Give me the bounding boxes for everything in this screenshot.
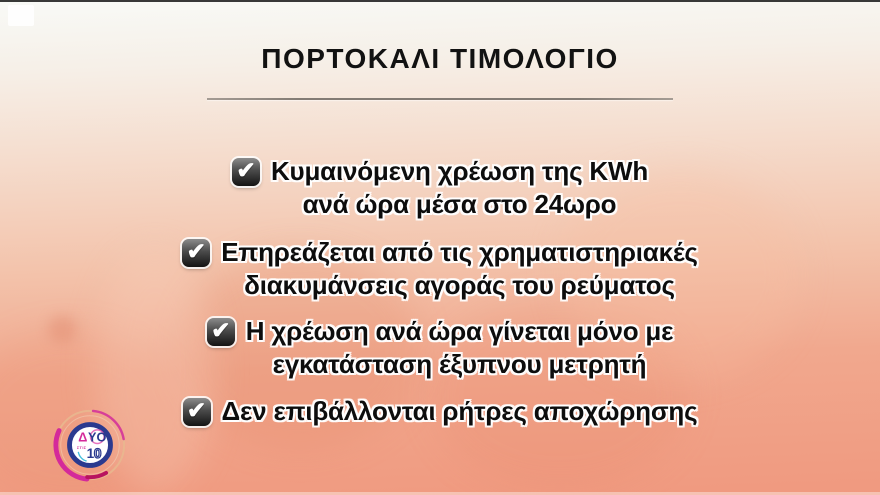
bullet-row [0,395,880,428]
bullet-line2: εγκατάσταση έξυπνου μετρητή [272,349,647,379]
title-divider [207,98,673,100]
logo-stis-text: ΣΤΙΣ [76,444,87,450]
bullet-text [246,315,674,381]
bullet-line1: Επηρεάζεται από τις χρηματιστηριακές [221,237,698,267]
channel-logo [51,406,129,484]
checkmark-glyph: ✔ [186,397,207,423]
bullet-row [0,236,880,302]
logo-yo-letters: YO [88,430,107,445]
bullet-text [221,236,698,302]
bullet-line1: Δεν επιβάλλονται ρήτρες αποχώρησης [221,396,698,426]
bullet-line1: Κυμαινόμενη χρέωση της KWh [270,156,649,186]
top-border-strip [0,0,880,2]
checkbox-checked-icon [232,158,260,186]
bullet-text [271,155,648,221]
checkmark-glyph: ✔ [186,238,206,264]
bullet-text [222,395,698,428]
bullet-row [0,315,880,381]
channel-logo-graphic [51,406,129,484]
bullet-line2: διακυμάνσεις αγοράς του ρεύματος [244,270,675,300]
checkbox-checked-icon [182,239,210,267]
checkbox-checked-icon [207,318,235,346]
bullet-line2: ανά ώρα μέσα στο 24ωρο [302,189,617,219]
checkbox-checked-icon [183,398,211,426]
bullet-line1: Η χρέωση ανά ώρα γίνεται μόνο με [245,316,674,346]
logo-one-digit: 1 [86,446,95,462]
logo-delta-letter: Δ [78,430,88,445]
checkmark-glyph: ✔ [236,157,256,183]
page-title: ΠΟΡΤΟΚΑΛΙ ΤΙΜΟΛΟΓΙΟ [261,43,619,74]
bullet-row [0,155,880,221]
top-left-white-square [8,5,34,26]
checkmark-glyph: ✔ [211,317,231,343]
logo-zero-digit: 0 [93,446,102,462]
